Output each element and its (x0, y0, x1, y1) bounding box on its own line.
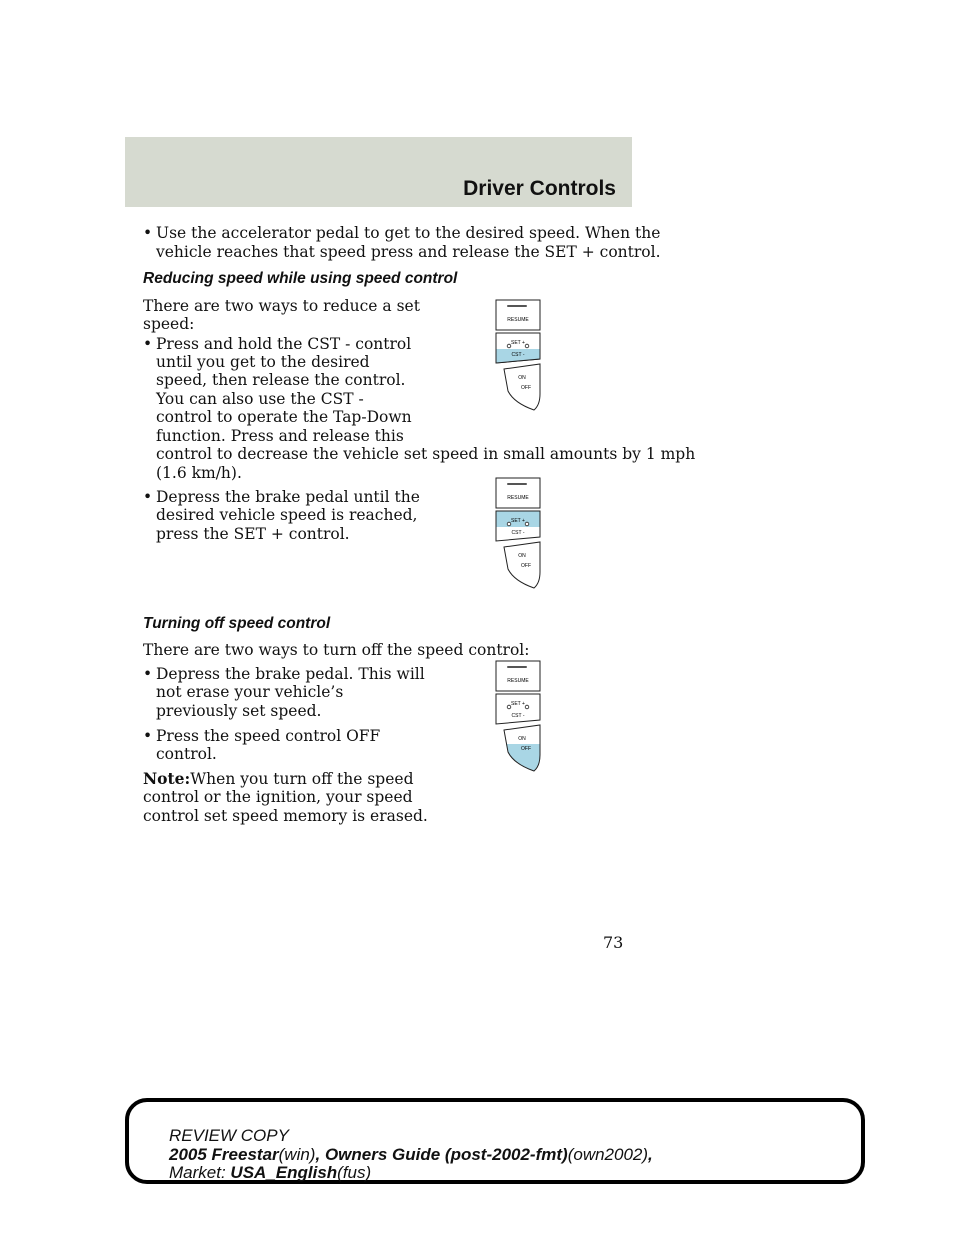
off-label: OFF (521, 385, 531, 391)
footer-line-2 (169, 1145, 653, 1165)
turning-off-bullet2-line: Press the speed control OFF (156, 727, 381, 745)
footer-market: USA_English (230, 1163, 338, 1182)
on-label: ON (518, 736, 526, 742)
indicator-dot (525, 705, 529, 709)
reducing-bullet1-line: You can also use the CST - (156, 390, 364, 408)
reducing-bullet1-line: speed, then release the control. (156, 371, 406, 389)
review-copy-footer (125, 1098, 865, 1184)
bullet-glyph: • (143, 224, 153, 242)
footer-model-code: (win) (278, 1145, 316, 1164)
speed-control-diagram-off-highlight (494, 660, 544, 772)
note-line-1 (143, 770, 414, 789)
footer-line-3 (169, 1163, 371, 1183)
page-number: 73 (603, 933, 624, 952)
cst-label: CST - (511, 530, 525, 536)
resume-label: RESUME (507, 678, 529, 684)
turning-off-lead: There are two ways to turn off the speed control: (143, 641, 530, 659)
cst-label: CST - (511, 713, 525, 719)
turning-off-bullet1-line: previously set speed. (156, 702, 322, 720)
footer-market-label: Market: (169, 1163, 226, 1182)
speed-control-diagram-cst-highlight (494, 299, 544, 411)
cst-label: CST - (511, 352, 525, 358)
reducing-bullet1-line: control to operate the Tap-Down (156, 408, 412, 426)
reducing-lead-line-1: There are two ways to reduce a set (143, 297, 420, 315)
note-label: Note: (143, 769, 191, 788)
indicator-dot (525, 522, 529, 526)
intro-bullet-line-1: Use the accelerator pedal to get to the desired speed. When the (156, 224, 661, 242)
resume-label: RESUME (507, 317, 529, 323)
off-label: OFF (521, 563, 531, 569)
reducing-bullet1-line: function. Press and release this (156, 427, 404, 445)
bullet-glyph: • (143, 665, 153, 683)
reducing-bullet2-line: press the SET + control. (156, 525, 350, 543)
on-label: ON (518, 375, 526, 381)
indicator-dot (507, 705, 511, 709)
footer-line-1: REVIEW COPY (169, 1126, 289, 1145)
reducing-lead-line-2: speed: (143, 315, 195, 333)
footer-separator: , (648, 1145, 653, 1164)
turning-off-bullet1-line: not erase your vehicle’s (156, 683, 344, 701)
reducing-bullet1-line: until you get to the desired (156, 353, 370, 371)
intro-bullet-line-2: vehicle reaches that speed press and release the SET + control. (156, 243, 661, 261)
section-heading-turning-off: Turning off speed control (143, 615, 331, 632)
note-text-1: When you turn off the speed (190, 770, 414, 788)
reducing-bullet1-line: (1.6 km/h). (156, 464, 242, 482)
reducing-bullet1-line: Press and hold the CST - control (156, 335, 412, 353)
set-label: SET + (511, 701, 525, 707)
speed-control-diagram-set-highlight (494, 477, 544, 589)
page-title: Driver Controls (463, 177, 616, 200)
note-line-2: control or the ignition, your speed (143, 788, 413, 806)
footer-separator: , (315, 1145, 325, 1164)
bullet-glyph: • (143, 488, 153, 506)
footer-guide: Owners Guide (post-2002-fmt) (324, 1145, 568, 1164)
reducing-bullet1-line: control to decrease the vehicle set speed in small amounts by 1 mph (156, 445, 696, 463)
set-label: SET + (511, 518, 525, 524)
bullet-glyph: • (143, 335, 153, 353)
bullet-glyph: • (143, 727, 153, 745)
indicator-dot (507, 522, 511, 526)
header-band (125, 137, 632, 207)
reducing-bullet2-line: Depress the brake pedal until the (156, 488, 420, 506)
indicator-dot (525, 344, 529, 348)
footer-guide-code: (own2002) (567, 1145, 649, 1164)
set-label: SET + (511, 340, 525, 346)
resume-label: RESUME (507, 495, 529, 501)
turning-off-bullet2-line: control. (156, 745, 217, 763)
indicator-dot (507, 344, 511, 348)
note-line-3: control set speed memory is erased. (143, 807, 428, 825)
section-heading-reducing: Reducing speed while using speed control (143, 270, 458, 287)
off-label: OFF (521, 746, 531, 752)
footer-market-code: (fus) (337, 1163, 372, 1182)
turning-off-bullet1-line: Depress the brake pedal. This will (156, 665, 425, 683)
footer-model: 2005 Freestar (169, 1145, 279, 1164)
on-label: ON (518, 553, 526, 559)
reducing-bullet2-line: desired vehicle speed is reached, (156, 506, 418, 524)
